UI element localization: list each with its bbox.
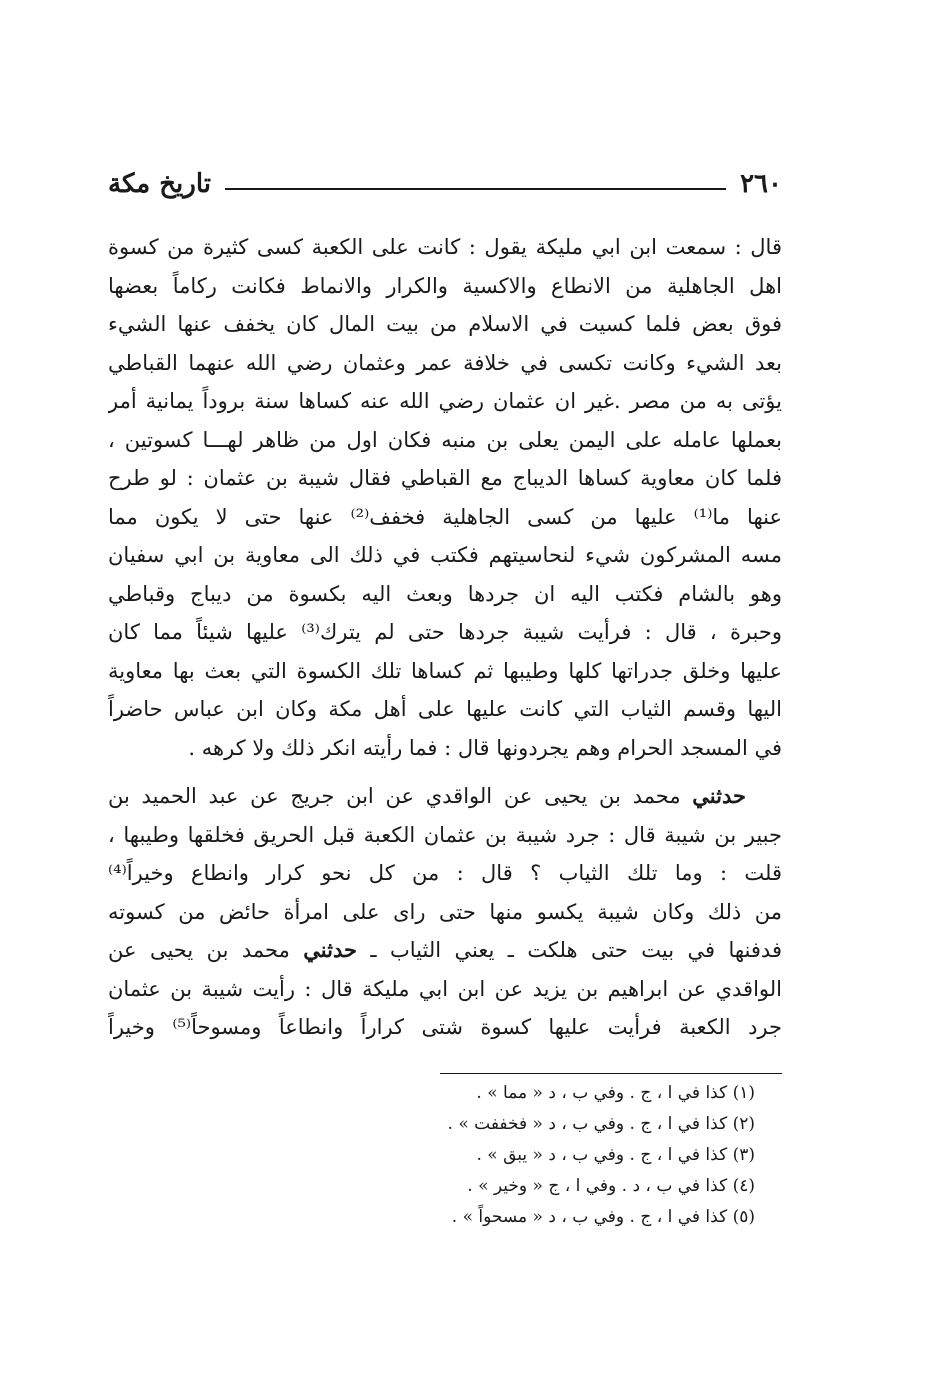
text-line: قلت : وما تلك الثياب ؟ قال : من كل نحو كرار وانطاع وخيراً⁽⁴⁾ <box>108 861 782 885</box>
main-text <box>108 228 782 1047</box>
text-line <box>108 777 782 816</box>
text-line <box>108 931 782 970</box>
text-line: الواقدي عن ابراهيم بن يزيد عن ابن ابي مليكة قال : رأيت شيبة بن عثمان <box>108 976 782 1001</box>
text-line: مسه المشركون شيء لنحاسيتهم فكتب في ذلك الى معاوية بن ابي سفيان <box>108 543 782 567</box>
text-line: بعملها عامله على اليمن يعلى بن منبه فكان اول من ظاهر لهـــا كسوتين ، <box>108 427 782 452</box>
footnotes <box>300 1078 755 1233</box>
line-rest: محمد بن يحيى عن الواقدي عن ابن جريج عن عبد الحميد بن <box>108 784 693 808</box>
header-rule <box>225 188 726 190</box>
text-line: وهو بالشام فكتب اليه ان جردها وبعث اليه بكسوة من ديباج وقباطي <box>108 581 782 606</box>
line-start: فدفنها في بيت حتى هلكت ـ يعني الثياب ـ <box>356 938 782 962</box>
text-line: جبير بن شيبة قال : جرد شيبة بن عثمان الكعبة قبل الحريق فخلقها وطيبها ، <box>108 822 782 847</box>
paragraph-1 <box>108 228 782 767</box>
footnote-rule <box>440 1073 782 1074</box>
footnote: (٥) كذا في ا ، ج . وفي ب ، د « مسحواً » . <box>451 1207 755 1227</box>
lead-word: حدثني <box>692 783 746 808</box>
page-header <box>108 164 782 204</box>
text-line: يؤتى به من مصر .غير ان عثمان رضي الله عنه كساها سنة بروداً يمانية أمر <box>108 389 782 413</box>
paragraph-gap <box>108 767 782 777</box>
text-line: في المسجد الحرام وهم يجردونها قال : فما رأيته انكر ذلك ولا كرهه . <box>188 735 782 760</box>
text-line: فلما كان معاوية كساها الديباج مع القباطي فقال شيبة بن عثمان : لو طرح <box>108 466 782 490</box>
text-line: عنها ما⁽¹⁾ عليها من كسى الجاهلية فخفف⁽²⁾ عنها حتى لا يكون مما <box>108 504 782 529</box>
running-title: تاريخ مكة <box>108 169 212 199</box>
footnote: (٤) كذا في ب ، د . وفي ا ، ج « وخير » . <box>467 1176 755 1196</box>
footnote: (٢) كذا في ا ، ج . وفي ب ، د « فخففت » . <box>447 1114 755 1134</box>
text-line: فوق بعض فلما كسيت في الاسلام من بيت المال كان يخفف عنها الشيء <box>108 312 782 336</box>
text-line: بعد الشيء وكانت تكسى في خلافة عمر وعثمان رضي الله عنهما القباطي <box>108 350 782 375</box>
footnote: (١) كذا في ا ، ج . وفي ب ، د « مما » . <box>476 1083 755 1103</box>
page-number: ٢٦٠ <box>740 169 782 199</box>
paragraph-2 <box>108 777 782 1047</box>
text-line: اليها وقسم الثياب التي كانت عليها على أهل مكة وكان ابن عباس حاضراً <box>108 697 782 721</box>
text-line: من ذلك وكان شيبة يكسو منها حتى رای على امرأة حائض من كسوته <box>108 899 782 924</box>
text-line: عليها وخلق جدراتها كلها وطيبها ثم كساها تلك الكسوة التي بعث بها معاوية <box>108 658 782 683</box>
text-line: اهل الجاهلية من الانطاع والاكسية والكرار والانماط فكانت ركاماً بعضها <box>108 273 782 298</box>
text-line: قال : سمعت ابن ابي مليكة يقول : كانت على الكعبة كسى كثيرة من كسوة <box>108 235 782 259</box>
text-line: وحبرة ، قال : فرأيت شيبة جردها حتى لم يترك⁽³⁾ عليها شيئاً مما كان <box>108 620 782 644</box>
inline-bold-word: حدثني <box>303 937 357 962</box>
footnote: (٣) كذا في ا ، ج . وفي ب ، د « يبق » . <box>476 1145 755 1165</box>
text-line: جرد الكعبة فرأيت عليها كسوة شتى كراراً وانطاعاً ومسوحاً⁽⁵⁾ وخيراً <box>108 1015 782 1039</box>
line-end: محمد بن يحيى عن <box>108 938 304 962</box>
